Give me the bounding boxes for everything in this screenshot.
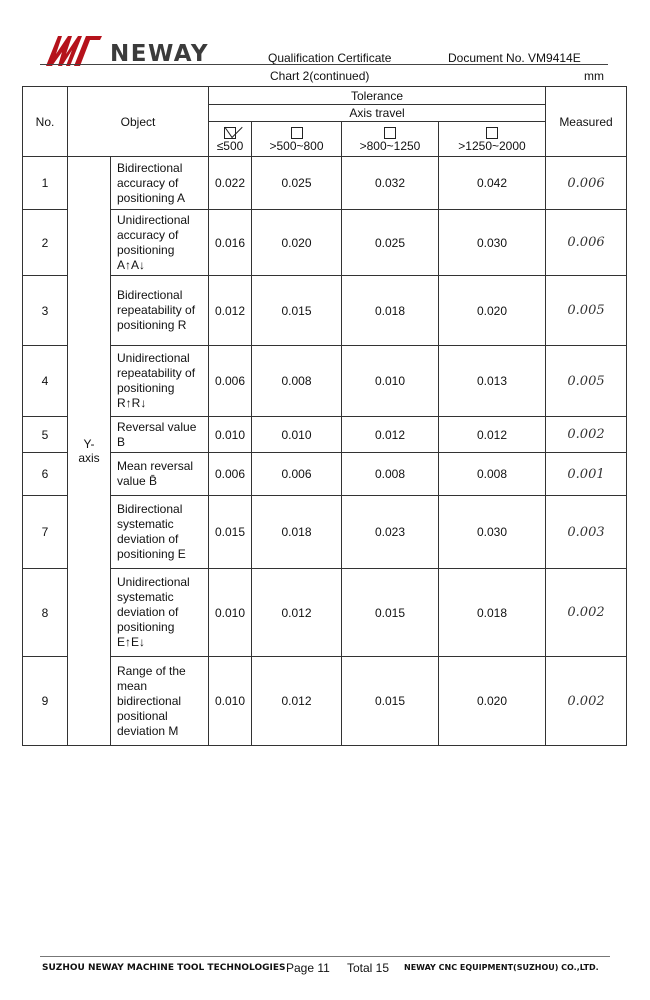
table-row [23,453,627,496]
row-number: 5 [23,417,68,453]
tolerance-value: 0.006 [252,453,342,496]
tolerance-value: 0.030 [439,210,546,276]
measured-value: 0.002 [546,657,627,746]
tolerance-value: 0.022 [209,157,252,210]
tolerance-value: 0.012 [209,276,252,346]
table-row [23,346,627,417]
tolerance-value: 0.013 [439,346,546,417]
checkbox-empty-icon [486,127,498,139]
neway-logo-icon [44,32,104,68]
measured-value: 0.006 [546,210,627,276]
object-name: Bidirectional systematic deviation of positioning E [111,496,209,569]
object-name: Unidirectional systematic deviation of positioning E↑E↓ [111,569,209,657]
table-row [23,569,627,657]
travel-range-label: >1250~2000 [458,139,526,153]
measured-value: 0.001 [546,453,627,496]
tolerance-value: 0.010 [209,417,252,453]
tolerance-value: 0.010 [209,569,252,657]
document-number: Document No. VM9414E [448,51,581,65]
row-number: 7 [23,496,68,569]
object-name: Mean reversal value B̄ [111,453,209,496]
object-name: Unidirectional accuracy of positioning A↑A↓ [111,210,209,276]
tolerance-value: 0.032 [342,157,439,210]
tolerance-value: 0.023 [342,496,439,569]
row-number: 9 [23,657,68,746]
tolerance-value: 0.008 [342,453,439,496]
row-number: 3 [23,276,68,346]
tolerance-value: 0.008 [439,453,546,496]
table-row [23,276,627,346]
tolerance-value: 0.010 [342,346,439,417]
footer-company-right: NEWAY CNC EQUIPMENT(SUZHOU) CO.,LTD. [404,963,599,972]
measured-value: 0.005 [546,346,627,417]
checkbox-empty-icon [291,127,303,139]
row-number: 1 [23,157,68,210]
object-name: Unidirectional repeatability of positioning R↑R↓ [111,346,209,417]
row-number: 2 [23,210,68,276]
axis-label: Y- axis [68,157,111,746]
tolerance-value: 0.020 [439,657,546,746]
chart-title: Chart 2(continued) [270,69,370,83]
object-name: Bidirectional repeatability of positioning R [111,276,209,346]
tolerance-value: 0.042 [439,157,546,210]
tolerance-table [22,86,627,746]
row-number: 4 [23,346,68,417]
measured-value: 0.005 [546,276,627,346]
object-name: Reversal value B [111,417,209,453]
col-header-tolerance: Tolerance [209,87,546,105]
tolerance-value: 0.015 [342,569,439,657]
footer-total-pages: Total 15 [347,961,390,975]
unit-label: mm [584,69,604,83]
tolerance-value: 0.025 [252,157,342,210]
measured-value: 0.002 [546,417,627,453]
travel-range-2 [252,122,342,157]
travel-range-label: ≤500 [216,139,244,153]
col-header-measured: Measured [546,87,627,157]
tolerance-value: 0.020 [439,276,546,346]
tolerance-value: 0.018 [439,569,546,657]
checkbox-empty-icon [384,127,396,139]
table-row [23,210,627,276]
col-header-object: Object [68,87,209,157]
company-logo [44,28,209,68]
tolerance-value: 0.020 [252,210,342,276]
table-row [23,417,627,453]
tolerance-value: 0.012 [439,417,546,453]
table-row [23,157,627,210]
row-number: 6 [23,453,68,496]
tolerance-value: 0.012 [342,417,439,453]
tolerance-value: 0.016 [209,210,252,276]
tolerance-value: 0.012 [252,569,342,657]
measured-value: 0.002 [546,569,627,657]
measured-value: 0.003 [546,496,627,569]
travel-range-1 [209,122,252,157]
travel-range-label: >500~800 [269,139,324,153]
tolerance-value: 0.025 [342,210,439,276]
tolerance-value: 0.010 [209,657,252,746]
travel-range-3 [342,122,439,157]
tolerance-value: 0.006 [209,453,252,496]
tolerance-value: 0.015 [209,496,252,569]
checkbox-checked-icon [224,127,236,139]
table-row [23,496,627,569]
tolerance-value: 0.012 [252,657,342,746]
tolerance-value: 0.008 [252,346,342,417]
travel-range-4 [439,122,546,157]
header-divider [40,64,608,65]
tolerance-value: 0.006 [209,346,252,417]
tolerance-value: 0.010 [252,417,342,453]
tolerance-value: 0.018 [342,276,439,346]
object-name: Bidirectional accuracy of positioning A [111,157,209,210]
col-header-axis-travel: Axis travel [209,105,546,122]
footer-page-number: Page 11 [286,961,330,975]
certificate-title: Qualification Certificate [268,51,392,65]
tolerance-value: 0.015 [342,657,439,746]
footer-divider [40,956,610,957]
object-name: Range of the mean bidirectional positional deviation M [111,657,209,746]
brand-name: NEWAY [110,41,210,67]
footer-company-left: SUZHOU NEWAY MACHINE TOOL TECHNOLOGIES [42,963,286,973]
tolerance-value: 0.030 [439,496,546,569]
measured-value: 0.006 [546,157,627,210]
travel-range-label: >800~1250 [359,139,421,153]
tolerance-value: 0.018 [252,496,342,569]
row-number: 8 [23,569,68,657]
table-row [23,657,627,746]
col-header-no: No. [23,87,68,157]
tolerance-value: 0.015 [252,276,342,346]
